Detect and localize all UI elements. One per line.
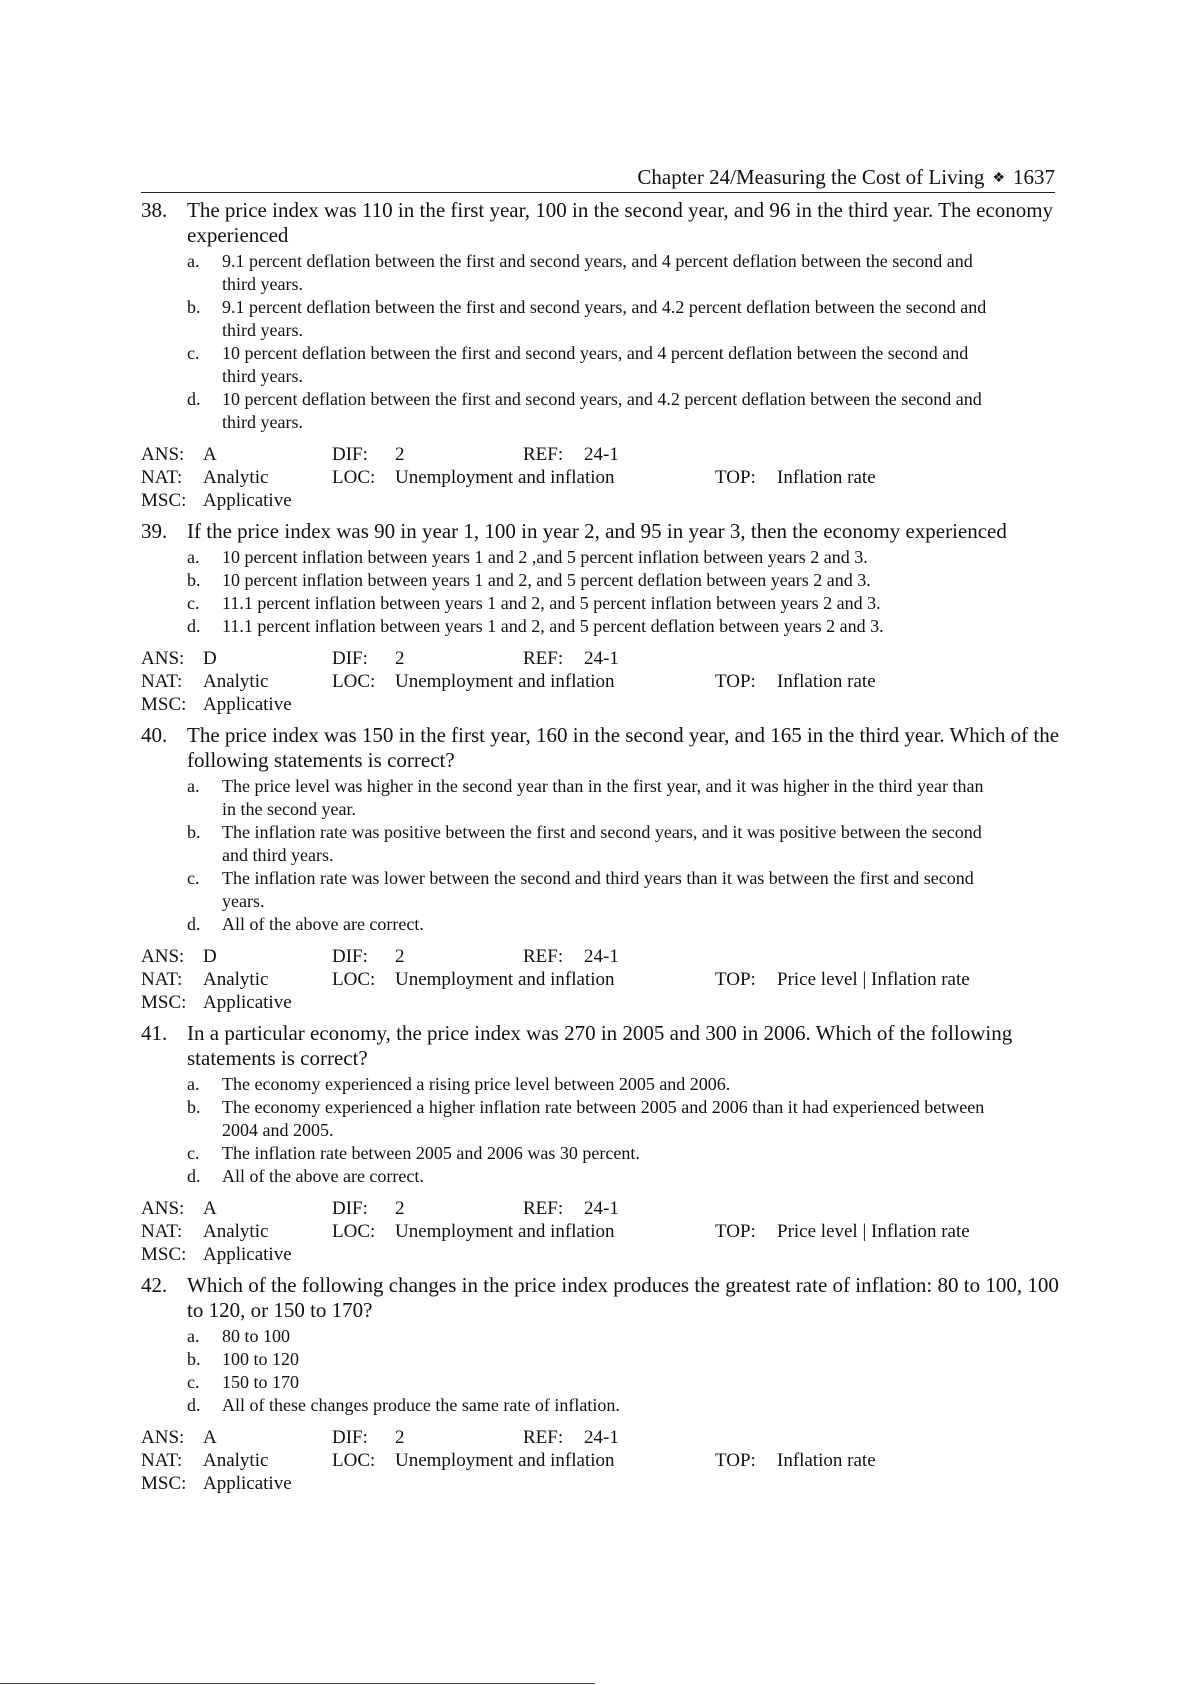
- question-number: 42.: [141, 1273, 168, 1297]
- meta-row-skill: [141, 693, 1061, 716]
- choice-text: 100 to 120: [222, 1349, 300, 1369]
- nat-label: NAT:: [141, 467, 183, 488]
- question-38: [141, 198, 1061, 512]
- top-label: TOP:: [715, 969, 756, 990]
- answer-choices: [187, 1073, 1061, 1188]
- question-stem: [141, 519, 1061, 544]
- answer-choice: [187, 388, 1061, 434]
- answer-choice: [187, 821, 1061, 867]
- choice-text: 10 percent deflation between the first and second years, and 4.2 percent deflation between the second and third years.: [222, 389, 982, 432]
- question-42: [141, 1273, 1061, 1495]
- meta-row-topic: [141, 466, 1061, 489]
- loc-label: LOC:: [332, 969, 376, 990]
- msc-value: Applicative: [203, 490, 292, 511]
- top-label: TOP:: [715, 1221, 756, 1242]
- choice-letter: d.: [187, 1166, 201, 1186]
- dif-label: DIF:: [332, 1427, 368, 1448]
- choice-text: 9.1 percent deflation between the first and second years, and 4 percent deflation between the second and third years.: [222, 251, 973, 294]
- answer-choices: [187, 1325, 1061, 1417]
- question-number: 38.: [141, 198, 168, 222]
- question-number: 41.: [141, 1021, 168, 1045]
- answer-choice: [187, 1142, 1061, 1165]
- choice-text: All of the above are correct.: [222, 914, 424, 934]
- ref-value: 24-1: [584, 444, 619, 465]
- answer-choice: [187, 1325, 1061, 1348]
- question-stem: [141, 198, 1061, 248]
- question-metadata: [141, 647, 1061, 716]
- msc-label: MSC:: [141, 694, 187, 715]
- question-metadata: [141, 443, 1061, 512]
- nat-value: Analytic: [203, 467, 269, 488]
- choice-text: 10 percent inflation between years 1 and 2, and 5 percent deflation between years 2 and 3.: [222, 570, 871, 590]
- choice-letter: a.: [187, 251, 200, 271]
- answer-choice: [187, 592, 1061, 615]
- answer-choice: [187, 342, 1061, 388]
- choice-letter: c.: [187, 1372, 200, 1392]
- top-label: TOP:: [715, 467, 756, 488]
- choice-letter: b.: [187, 822, 201, 842]
- answer-choice: [187, 913, 1061, 936]
- ornament-icon: ❖: [992, 171, 1005, 186]
- ans-label: ANS:: [141, 648, 185, 669]
- ans-label: ANS:: [141, 1198, 185, 1219]
- choice-letter: b.: [187, 1349, 201, 1369]
- msc-label: MSC:: [141, 1244, 187, 1265]
- msc-label: MSC:: [141, 992, 187, 1013]
- ans-label: ANS:: [141, 1427, 185, 1448]
- meta-row-answer: [141, 443, 1061, 466]
- question-number: 39.: [141, 519, 168, 543]
- choice-text: The economy experienced a rising price level between 2005 and 2006.: [222, 1074, 731, 1094]
- page-number: 1637: [1013, 165, 1055, 189]
- top-value: Inflation rate: [777, 671, 876, 692]
- top-value: Inflation rate: [777, 1450, 876, 1471]
- choice-letter: c.: [187, 1143, 200, 1163]
- choice-text: The price level was higher in the second year than in the first year, and it was higher in the third year than in the second year.: [222, 776, 984, 819]
- nat-value: Analytic: [203, 969, 269, 990]
- question-metadata: [141, 1197, 1061, 1266]
- ref-value: 24-1: [584, 946, 619, 967]
- ans-label: ANS:: [141, 444, 185, 465]
- choice-letter: b.: [187, 570, 201, 590]
- msc-label: MSC:: [141, 490, 187, 511]
- dif-value: 2: [395, 946, 405, 967]
- answer-choice: [187, 1371, 1061, 1394]
- meta-row-topic: [141, 1449, 1061, 1472]
- choice-letter: d.: [187, 914, 201, 934]
- dif-label: DIF:: [332, 648, 368, 669]
- question-list: [141, 198, 1061, 1502]
- loc-label: LOC:: [332, 1221, 376, 1242]
- question-41: [141, 1021, 1061, 1266]
- meta-row-topic: [141, 1220, 1061, 1243]
- ans-label: ANS:: [141, 946, 185, 967]
- question-text: Which of the following changes in the price index produces the greatest rate of inflation: 80 to 100, 100 to 120, or 150 to 170?: [187, 1273, 1059, 1322]
- ref-label: REF:: [523, 648, 564, 669]
- question-stem: [141, 1273, 1061, 1323]
- nat-value: Analytic: [203, 671, 269, 692]
- choice-text: 10 percent inflation between years 1 and 2 ,and 5 percent inflation between years 2 and 3.: [222, 547, 868, 567]
- choice-text: The inflation rate was positive between the first and second years, and it was positive between the second and third years.: [222, 822, 982, 865]
- question-stem: [141, 1021, 1061, 1071]
- choice-text: 80 to 100: [222, 1326, 291, 1346]
- dif-label: DIF:: [332, 1198, 368, 1219]
- top-label: TOP:: [715, 671, 756, 692]
- choice-text: The inflation rate between 2005 and 2006 was 30 percent.: [222, 1143, 640, 1163]
- meta-row-topic: [141, 670, 1061, 693]
- choice-text: All of these changes produce the same rate of inflation.: [222, 1395, 620, 1415]
- loc-label: LOC:: [332, 671, 376, 692]
- nat-label: NAT:: [141, 969, 183, 990]
- choice-text: 150 to 170: [222, 1372, 300, 1392]
- top-label: TOP:: [715, 1450, 756, 1471]
- dif-value: 2: [395, 444, 405, 465]
- msc-value: Applicative: [203, 1244, 292, 1265]
- msc-value: Applicative: [203, 992, 292, 1013]
- answer-choice: [187, 1165, 1061, 1188]
- answer-choice: [187, 867, 1061, 913]
- dif-value: 2: [395, 1198, 405, 1219]
- loc-value: Unemployment and inflation: [395, 1450, 615, 1471]
- choice-text: The inflation rate was lower between the second and third years than it was between the first and second years.: [222, 868, 974, 911]
- nat-value: Analytic: [203, 1221, 269, 1242]
- dif-label: DIF:: [332, 444, 368, 465]
- answer-choice: [187, 1348, 1061, 1371]
- meta-row-topic: [141, 968, 1061, 991]
- choice-letter: b.: [187, 297, 201, 317]
- answer-choices: [187, 546, 1061, 638]
- nat-label: NAT:: [141, 1221, 183, 1242]
- ref-value: 24-1: [584, 648, 619, 669]
- choice-letter: c.: [187, 868, 200, 888]
- dif-value: 2: [395, 648, 405, 669]
- meta-row-answer: [141, 647, 1061, 670]
- dif-label: DIF:: [332, 946, 368, 967]
- footer-rule: [0, 1683, 595, 1684]
- answer-choice: [187, 546, 1061, 569]
- answer-choices: [187, 775, 1061, 936]
- msc-value: Applicative: [203, 1473, 292, 1494]
- choice-text: All of the above are correct.: [222, 1166, 424, 1186]
- nat-label: NAT:: [141, 1450, 183, 1471]
- msc-value: Applicative: [203, 694, 292, 715]
- ref-label: REF:: [523, 444, 564, 465]
- loc-value: Unemployment and inflation: [395, 969, 615, 990]
- loc-value: Unemployment and inflation: [395, 671, 615, 692]
- question-metadata: [141, 945, 1061, 1014]
- chapter-title: Chapter 24/Measuring the Cost of Living: [637, 165, 985, 189]
- answer-choices: [187, 250, 1061, 434]
- top-value: Inflation rate: [777, 467, 876, 488]
- choice-text: 11.1 percent inflation between years 1 and 2, and 5 percent deflation between years 2 and 3.: [222, 616, 884, 636]
- meta-row-skill: [141, 489, 1061, 512]
- dif-value: 2: [395, 1427, 405, 1448]
- choice-text: 9.1 percent deflation between the first and second years, and 4.2 percent deflation between the second and third years.: [222, 297, 987, 340]
- answer-choice: [187, 569, 1061, 592]
- answer-choice: [187, 775, 1061, 821]
- ans-value: A: [203, 1427, 217, 1448]
- choice-letter: d.: [187, 1395, 201, 1415]
- ref-label: REF:: [523, 1427, 564, 1448]
- question-text: In a particular economy, the price index was 270 in 2005 and 300 in 2006. Which of the following statements is correct?: [187, 1021, 1013, 1070]
- ans-value: A: [203, 444, 217, 465]
- choice-text: 11.1 percent inflation between years 1 and 2, and 5 percent inflation between years 2 and 3.: [222, 593, 881, 613]
- msc-label: MSC:: [141, 1473, 187, 1494]
- loc-value: Unemployment and inflation: [395, 1221, 615, 1242]
- question-text: The price index was 150 in the first year, 160 in the second year, and 165 in the third year. Which of the following statements is correct?: [187, 723, 1060, 772]
- question-text: The price index was 110 in the first year, 100 in the second year, and 96 in the third year. The economy experienced: [187, 198, 1054, 247]
- loc-label: LOC:: [332, 1450, 376, 1471]
- choice-letter: a.: [187, 776, 200, 796]
- answer-choice: [187, 1394, 1061, 1417]
- loc-value: Unemployment and inflation: [395, 467, 615, 488]
- question-stem: [141, 723, 1061, 773]
- ref-value: 24-1: [584, 1427, 619, 1448]
- answer-choice: [187, 250, 1061, 296]
- meta-row-skill: [141, 991, 1061, 1014]
- question-39: [141, 519, 1061, 716]
- choice-letter: a.: [187, 1074, 200, 1094]
- question-metadata: [141, 1426, 1061, 1495]
- ref-label: REF:: [523, 1198, 564, 1219]
- choice-letter: a.: [187, 547, 200, 567]
- choice-text: The economy experienced a higher inflation rate between 2005 and 2006 than it had experienced between 2004 and 2005.: [222, 1097, 985, 1140]
- meta-row-answer: [141, 945, 1061, 968]
- top-value: Price level | Inflation rate: [777, 1221, 970, 1242]
- choice-letter: d.: [187, 389, 201, 409]
- choice-letter: c.: [187, 343, 200, 363]
- meta-row-skill: [141, 1472, 1061, 1495]
- answer-choice: [187, 1073, 1061, 1096]
- answer-choice: [187, 615, 1061, 638]
- question-text: If the price index was 90 in year 1, 100 in year 2, and 95 in year 3, then the economy experienced: [187, 519, 1007, 543]
- ans-value: A: [203, 1198, 217, 1219]
- ans-value: D: [203, 946, 217, 967]
- choice-letter: d.: [187, 616, 201, 636]
- ref-value: 24-1: [584, 1198, 619, 1219]
- question-40: [141, 723, 1061, 1014]
- choice-letter: c.: [187, 593, 200, 613]
- loc-label: LOC:: [332, 467, 376, 488]
- ans-value: D: [203, 648, 217, 669]
- choice-letter: a.: [187, 1326, 200, 1346]
- answer-choice: [187, 296, 1061, 342]
- nat-value: Analytic: [203, 1450, 269, 1471]
- choice-letter: b.: [187, 1097, 201, 1117]
- choice-text: 10 percent deflation between the first and second years, and 4 percent deflation between the second and third years.: [222, 343, 969, 386]
- question-number: 40.: [141, 723, 168, 747]
- meta-row-answer: [141, 1426, 1061, 1449]
- top-value: Price level | Inflation rate: [777, 969, 970, 990]
- ref-label: REF:: [523, 946, 564, 967]
- meta-row-answer: [141, 1197, 1061, 1220]
- running-header: [141, 162, 1055, 193]
- answer-choice: [187, 1096, 1061, 1142]
- meta-row-skill: [141, 1243, 1061, 1266]
- nat-label: NAT:: [141, 671, 183, 692]
